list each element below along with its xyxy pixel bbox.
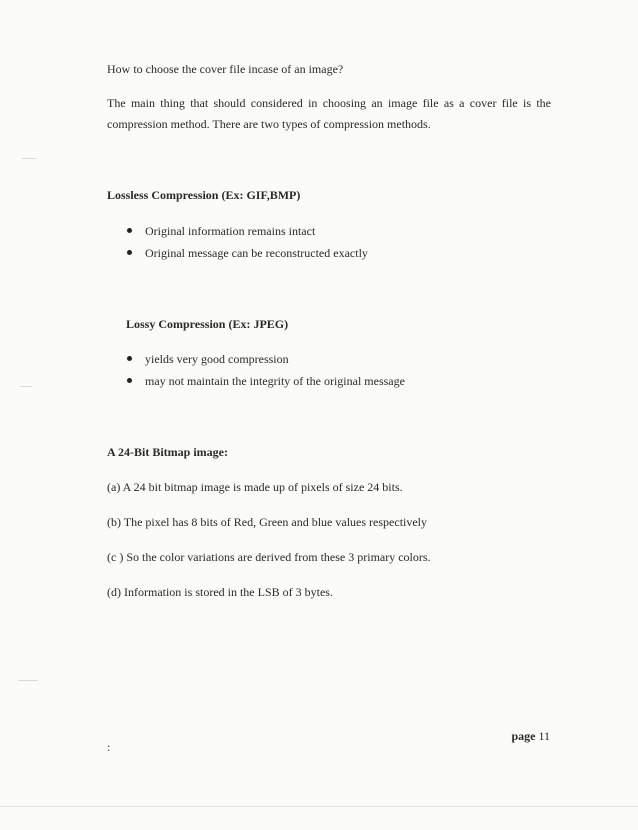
page-label: page — [511, 729, 536, 743]
page-number — [511, 729, 550, 744]
scan-artifact — [20, 386, 32, 387]
bitmap-point-b: (b) The pixel has 8 bits of Red, Green and blue values respectively — [107, 515, 428, 529]
lossless-bullet-list — [126, 220, 368, 264]
bitmap-point-a: (a) A 24 bit bitmap image is made up of pixels of size 24 bits. — [107, 480, 403, 494]
lossy-bullet-list — [126, 348, 405, 392]
lossy-heading: Lossy Compression (Ex: JPEG) — [126, 317, 289, 331]
scan-artifact — [18, 680, 38, 681]
list-item: may not maintain the integrity of the original message — [126, 370, 405, 392]
bitmap-heading: A 24-Bit Bitmap image: — [107, 445, 228, 459]
intro-paragraph: The main thing that should considered in choosing an image file as a cover file is the compression method. There are two types of compression methods. — [107, 96, 551, 131]
list-item: Original information remains intact — [126, 220, 368, 242]
page-number-value: 11 — [538, 729, 550, 743]
scan-artifact — [22, 158, 36, 159]
list-item: yields very good compression — [126, 348, 405, 370]
section-question: How to choose the cover file incase of an image? — [107, 62, 344, 76]
scan-bottom-edge — [0, 806, 638, 807]
stray-colon-mark: : — [107, 740, 111, 754]
bitmap-point-d: (d) Information is stored in the LSB of 3 bytes. — [107, 585, 333, 599]
bitmap-point-c: (c ) So the color variations are derived from these 3 primary colors. — [107, 550, 431, 564]
list-item: Original message can be reconstructed exactly — [126, 242, 368, 264]
lossless-heading: Lossless Compression (Ex: GIF,BMP) — [107, 188, 301, 202]
